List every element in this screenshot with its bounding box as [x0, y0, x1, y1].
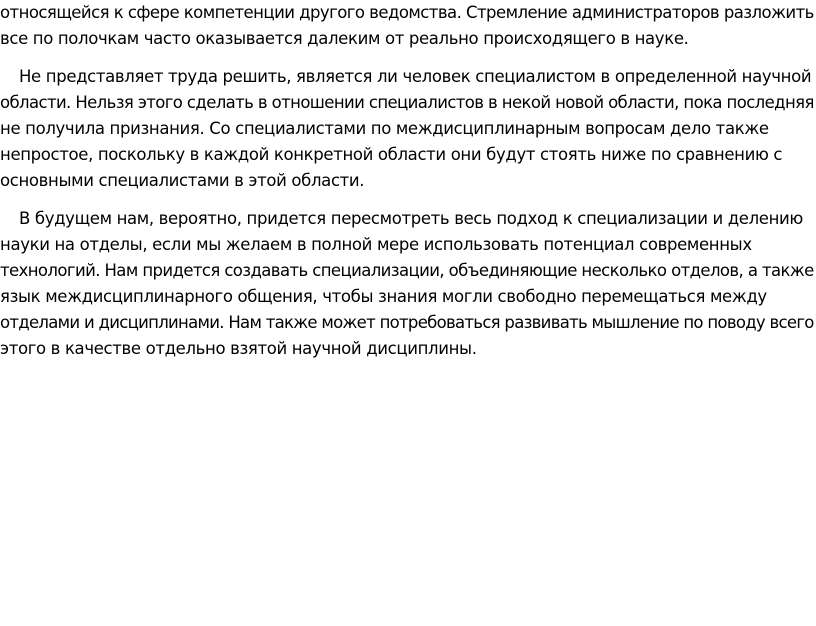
paragraph-line: этого в качестве отдельно взятой научной дисциплины.: [0, 339, 477, 358]
paragraph-3: [0, 206, 816, 362]
paragraph-line: Не представляет труда решить, является ли человек специалистом в определенной научной: [19, 67, 812, 86]
paragraph-line: основными специалистами в этой области.: [0, 171, 365, 190]
paragraph-line: относящейся к сфере компетенции другого ведомства. Стремление администраторов разложить: [0, 3, 814, 22]
paragraph-line: непростое, поскольку в каждой конкретной области они будут стоять ниже по сравнению с: [0, 145, 783, 164]
paragraph-line: науки на отделы, если мы желаем в полной мере использовать потенциал современных: [0, 235, 752, 254]
paragraph-line: В будущем нам, вероятно, придется пересмотреть весь подход к специализации и делению: [19, 209, 803, 228]
paragraph-line: отделами и дисциплинами. Нам также может потребоваться развивать мышление по поводу всего: [0, 313, 814, 332]
paragraph-line: технологий. Нам придется создавать специализации, объединяющие несколько отделов, а также: [0, 261, 814, 280]
paragraph-line: не получила признания. Со специалистами по междисциплинарным вопросам дело также: [0, 119, 769, 138]
paragraph-line: области. Нельзя этого сделать в отношении специалистов в некой новой области, пока последняя: [0, 93, 814, 112]
paragraph-1: [0, 0, 816, 52]
paragraph-line: все по полочкам часто оказывается далеким от реально происходящего в науке.: [0, 29, 689, 48]
paragraph-line: язык междисциплинарного общения, чтобы знания могли свободно перемещаться между: [0, 287, 767, 306]
paragraph-2: [0, 64, 816, 194]
